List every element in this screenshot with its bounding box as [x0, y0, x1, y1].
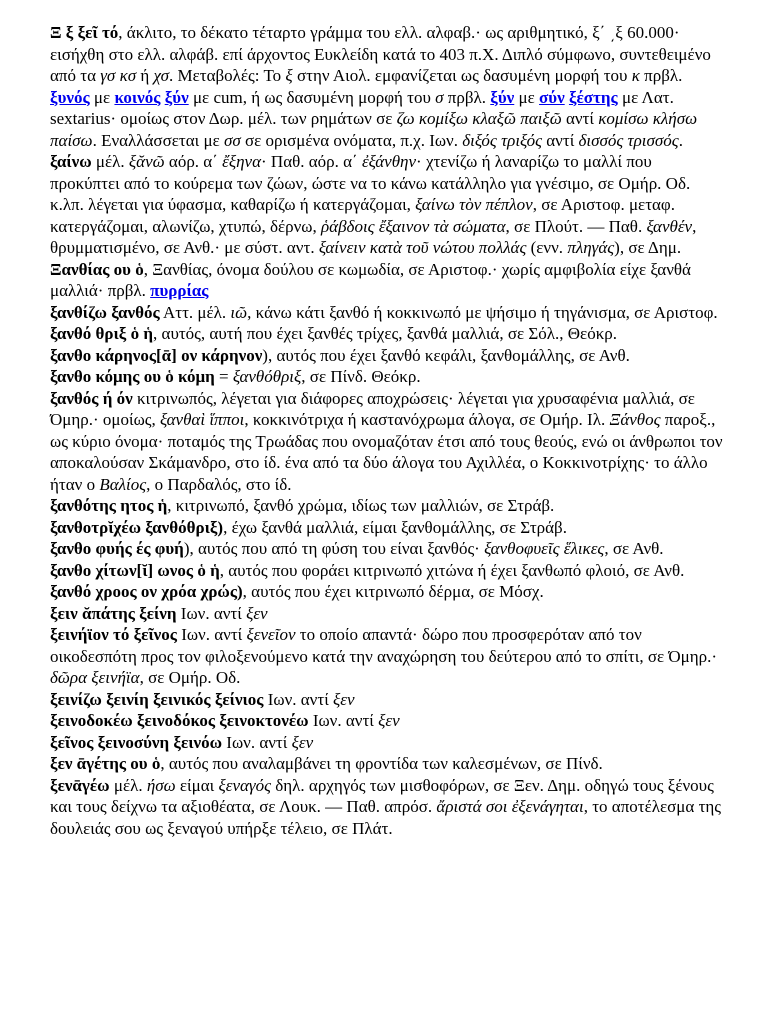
greek-citation: χσ: [153, 66, 170, 85]
entry-text: το οποίο απαντά· δώρο που προσφερόταν από τον οικοδεσπότη προς τον φιλοξενούμενο κατά την αναχώρηση του δεύτερου από το σπίτι, σε Όμηρ.·: [50, 625, 718, 666]
greek-citation: ξανθαὶ ἵπποι: [160, 410, 245, 429]
cross-reference-link[interactable]: ξύν: [164, 87, 189, 107]
dictionary-entry: [50, 581, 724, 603]
dictionary-entry: [50, 538, 724, 560]
entry-text: , θρυμματισμένο, σε Ανθ.· με σύστ. αντ.: [50, 216, 697, 257]
greek-citation: ξαίνειν κατὰ τοῦ νώτου πολλάς: [318, 238, 527, 257]
entry-text: , αυτός που έχει κιτρινωπό δέρμα, σε Μόσχ.: [242, 582, 544, 601]
entry-text: , σε Αριστοφ. μεταφ. κατεργάζομαι, αλωνίζω, χτυπώ, δέρνω,: [50, 195, 675, 236]
entry-text: Ιων. αντί: [263, 689, 334, 709]
dictionary-entry: [50, 603, 724, 625]
entry-text: παροξ., ως κύριο όνομα· ποταμός της Τρωάδας που ονομαζόταν έτσι από τους θεούς, ενώ οι άνθρωποι τον αποκαλούσαν Σκάμανδρο, στο ίδ. ένα από τα δύο άλογα του Αχιλλέα, ο Κοκκινοτρίχης· το άλλο ήταν ο: [50, 410, 723, 494]
entry-headword: ξανθό θριξ ὁ ἡ: [50, 324, 154, 343]
entry-text: μέλ.: [109, 775, 147, 795]
entry-text: , Ξανθίας, όνομα δούλου σε κωμωδία, σε Αριστοφ.· χωρίς αμφιβολία είχε ξανθά μαλλιά· πρβλ.: [50, 259, 691, 300]
cross-reference-link[interactable]: σύν: [539, 87, 565, 107]
greek-citation: σσ: [223, 130, 241, 150]
dictionary-entry: [50, 388, 724, 496]
dictionary-entry: [50, 517, 724, 539]
entry-headword: ξειν ᾰπάτης ξείνη: [50, 603, 177, 623]
greek-citation: διξός τριξός: [462, 130, 543, 150]
entry-text: με: [514, 87, 540, 107]
entry-text: πρβλ.: [443, 87, 491, 107]
entry-headword: ξαίνω: [50, 152, 92, 171]
greek-citation: ξεν: [291, 732, 314, 752]
entry-text: , ο Παρδαλός, στο ίδ.: [146, 474, 292, 494]
entry-headword: ξανθίζω ξανθός: [50, 302, 160, 322]
entry-text: , κάνω κάτι ξανθό ή κοκκινωπό με ψήσιμο ή τηγάνισμα, σε Αριστοφ.: [247, 302, 718, 322]
greek-citation: δισσός τρισσός: [578, 130, 679, 150]
entry-text: Ιων. αντί: [308, 711, 379, 730]
entry-text: , κοκκινότριχα ή καστανόχρωμα άλογα, σε Ομήρ. Ιλ.: [244, 410, 610, 429]
entry-text: αόρ. α΄: [164, 152, 223, 171]
entry-text: σε ορισμένα ονόματα, π.χ. Ιων.: [240, 130, 463, 150]
entry-text: κιτρινωπός, λέγεται για διάφορες αποχρώσεις· λέγεται για χρυσαφένια μαλλιά, σε Όμηρ.· ομοίως,: [50, 388, 695, 429]
entry-text: , σε Ομήρ. Οδ.: [139, 668, 241, 687]
entry-text: · χτενίζω ή λαναρίζω το μαλλί που προκύπτει από το κούρεμα των ζώων, ώστε να το κάνω κατάλληλο για γνέσιμο, σε Ομήρ. Οδ. κ.λπ. λέγεται για ύφασμα, καθαρίζω ή κατεργάζομαι,: [50, 152, 691, 214]
cross-reference-link[interactable]: πυρρίας: [150, 281, 209, 300]
entry-text: αντί: [542, 130, 579, 150]
dictionary-entry: [50, 151, 724, 259]
greek-citation: κ: [631, 66, 640, 85]
entry-text: Ιων. αντί: [176, 603, 247, 623]
greek-citation: ῥάβδοις ἔξαινον τὰ σώματα: [321, 216, 506, 236]
entry-text: μέλ.: [91, 152, 129, 171]
entry-headword: ξανθο φυής ές φυή: [50, 539, 184, 558]
entry-headword: ξεν ᾱγέτης ου ὁ: [50, 754, 161, 773]
dictionary-entry: [50, 259, 724, 302]
dictionary-entry: [50, 732, 724, 754]
entry-text: στην Αιολ. εμφανίζεται ως δασυμένη μορφή του: [292, 66, 632, 85]
entry-headword: ξανθοτρῐχέω ξανθόθριξ): [50, 517, 224, 537]
entry-text: με Λατ. sextarius· ομοίως στον Δωρ. μέλ. των ρημάτων σε: [50, 87, 674, 128]
entry-text: ), αυτός που από τη φύση του είναι ξανθός·: [183, 539, 485, 558]
cross-reference-link[interactable]: ξέστης: [568, 87, 618, 107]
greek-citation: ξανθέν: [646, 216, 693, 236]
greek-citation: κομίσω κλήσω παίσω: [50, 109, 698, 150]
cross-reference-link[interactable]: ξύν: [490, 87, 515, 107]
entry-text: .: [678, 130, 683, 150]
greek-citation: ξαίνω τὸν πέπλον: [415, 195, 533, 214]
greek-citation: Ξάνθος: [609, 410, 661, 429]
dictionary-entry: [50, 302, 724, 324]
entry-text: ), αυτός που έχει ξανθό κεφάλι, ξανθομάλλης, σε Ανθ.: [262, 345, 630, 365]
dictionary-entry: [50, 495, 724, 517]
entry-text: , αυτός που φοράει κιτρινωπό χιτώνα ή έχει ξανθωπό φλοιό, σε Ανθ.: [219, 560, 685, 580]
entry-text: ή: [136, 66, 154, 85]
dictionary-entry: [50, 775, 724, 840]
greek-citation: ξεν: [333, 689, 355, 709]
entry-text: Ιων. αντί: [176, 625, 247, 644]
entry-headword: ξανθο χίτων[ῐ] ωνος ὁ ἡ: [50, 560, 220, 580]
dictionary-entry: [50, 753, 724, 775]
greek-citation: γσ κσ: [100, 66, 137, 85]
greek-citation: ξεν: [246, 603, 268, 623]
entry-text: με cum, ή ως δασυμένη μορφή του: [188, 87, 436, 107]
entry-text: , αυτός που αναλαμβάνει τη φροντίδα των καλεσμένων, σε Πίνδ.: [160, 754, 603, 773]
entry-headword: ξενᾱγέω: [50, 775, 110, 795]
dictionary-entry: [50, 560, 724, 582]
greek-citation: ξενεῖον: [246, 625, 296, 644]
entry-headword: ξεῖνος ξεινοσύνη ξεινόω: [50, 732, 223, 752]
entry-text: Αττ. μέλ.: [159, 302, 231, 322]
greek-citation: ιῶ: [230, 302, 248, 322]
dictionary-entry: [50, 710, 724, 732]
dictionary-entry: [50, 624, 724, 689]
entry-text: , άκλιτο, το δέκατο τέταρτο γράμμα του ελλ. αλφαβ.· ως αριθμητικό, ξ΄ ͵ξ 60.000· εισήχθη στο ελλ. αλφάβ. επί άρχοντος Ευκλείδη κατά το 403 π.Χ. Διπλό σύμφωνο, συντεθειμένο από τα: [50, 23, 711, 85]
greek-citation: ἔξηνα: [222, 152, 262, 171]
entry-headword: Ξ ξ ξεῖ τό: [50, 23, 119, 42]
entry-headword: ξεινίζω ξεινίη ξεινικός ξείνιος: [50, 689, 264, 709]
entry-text: (ενν.: [526, 238, 568, 257]
entry-text: πρβλ.: [639, 66, 683, 85]
greek-citation: ξ: [285, 66, 293, 85]
entry-text: ), σε Δημ.: [614, 238, 682, 257]
entry-text: . Εναλλάσσεται με: [92, 130, 224, 150]
entry-text: · Παθ. αόρ. α΄: [261, 152, 362, 171]
entry-headword: ξεινοδοκέω ξεινοδόκος ξεινοκτονέω: [50, 711, 309, 730]
greek-citation: πληγάς: [567, 238, 615, 257]
entry-text: με: [89, 87, 115, 107]
entry-headword: ξανθό χροος ον χρόα χρώς): [50, 582, 243, 601]
dictionary-entry: [50, 345, 724, 367]
entry-text: , σε Πλούτ. — Παθ.: [505, 216, 647, 236]
greek-citation: ήσω: [146, 775, 176, 795]
greek-citation: δῶρα ξεινήϊα: [50, 668, 140, 687]
greek-citation: ἐξάνθην: [361, 152, 417, 171]
entry-text: =: [214, 367, 233, 386]
entry-text: δηλ. αρχηγός των μισθοφόρων, σε Ξεν. Δημ. οδηγώ τους ξένους και τους δείχνω τα αξιοθέατα, σε Λουκ. — Παθ. απρόσ.: [50, 775, 714, 816]
greek-citation: ξανθοφυεῖς ἕλικες: [484, 539, 605, 558]
entry-text: , σε Πίνδ. Θεόκρ.: [301, 367, 421, 386]
greek-citation: ἄριστά σοι ἐξενάγηται: [436, 797, 584, 816]
entry-text: είμαι: [175, 775, 219, 795]
entry-text: Ιων. αντί: [222, 732, 292, 752]
greek-citation: ξεν: [378, 711, 400, 730]
entry-headword: ξανθο κάρηνος[ᾱ] ον κάρηνον: [50, 345, 263, 365]
entry-text: , αυτός, αυτή που έχει ξανθές τρίχες, ξανθά μαλλιά, σε Σόλ., Θεόκρ.: [153, 324, 617, 343]
greek-citation: ξανθόθριξ: [232, 367, 302, 386]
entry-headword: ξεινήϊον τό ξεῖνος: [50, 625, 177, 644]
entry-headword: ξανθός ή όν: [50, 388, 133, 408]
entry-text: , κιτρινωπό, ξανθό χρώμα, ιδίως των μαλλιών, σε Στράβ.: [167, 496, 555, 515]
greek-citation: σ: [435, 87, 444, 107]
greek-citation: ζω κομίξω κλαξῶ παιξῶ: [396, 109, 562, 128]
greek-citation: ξᾰνῶ: [128, 152, 165, 171]
entry-text: . Μεταβολές: Το: [169, 66, 286, 85]
dictionary-entry: [50, 323, 724, 345]
greek-citation: Βαλίος: [99, 474, 147, 494]
dictionary-entry: [50, 366, 724, 388]
greek-citation: ξεναγός: [218, 775, 272, 795]
entry-text: , έχω ξανθά μαλλιά, είμαι ξανθομάλλης, σε Στράβ.: [223, 517, 567, 537]
dictionary-entry: [50, 22, 724, 151]
entry-headword: Ξανθίας ου ὁ: [50, 259, 144, 279]
entry-headword: ξανθο κόμης ου ὁ κόμη: [50, 367, 215, 386]
cross-reference-link[interactable]: ξυνός: [50, 87, 90, 107]
entry-text: αντί: [561, 109, 599, 128]
entry-text: , το αποτέλεσμα της δουλειάς σου ως ξεναγού υπήρξε τέλειο, σε Πλάτ.: [50, 797, 722, 838]
dictionary-entry: [50, 689, 724, 711]
cross-reference-link[interactable]: κοινός: [114, 87, 161, 107]
entry-headword: ξανθότης ητος ἡ: [50, 496, 168, 515]
entry-text: , σε Ανθ.: [604, 539, 664, 558]
